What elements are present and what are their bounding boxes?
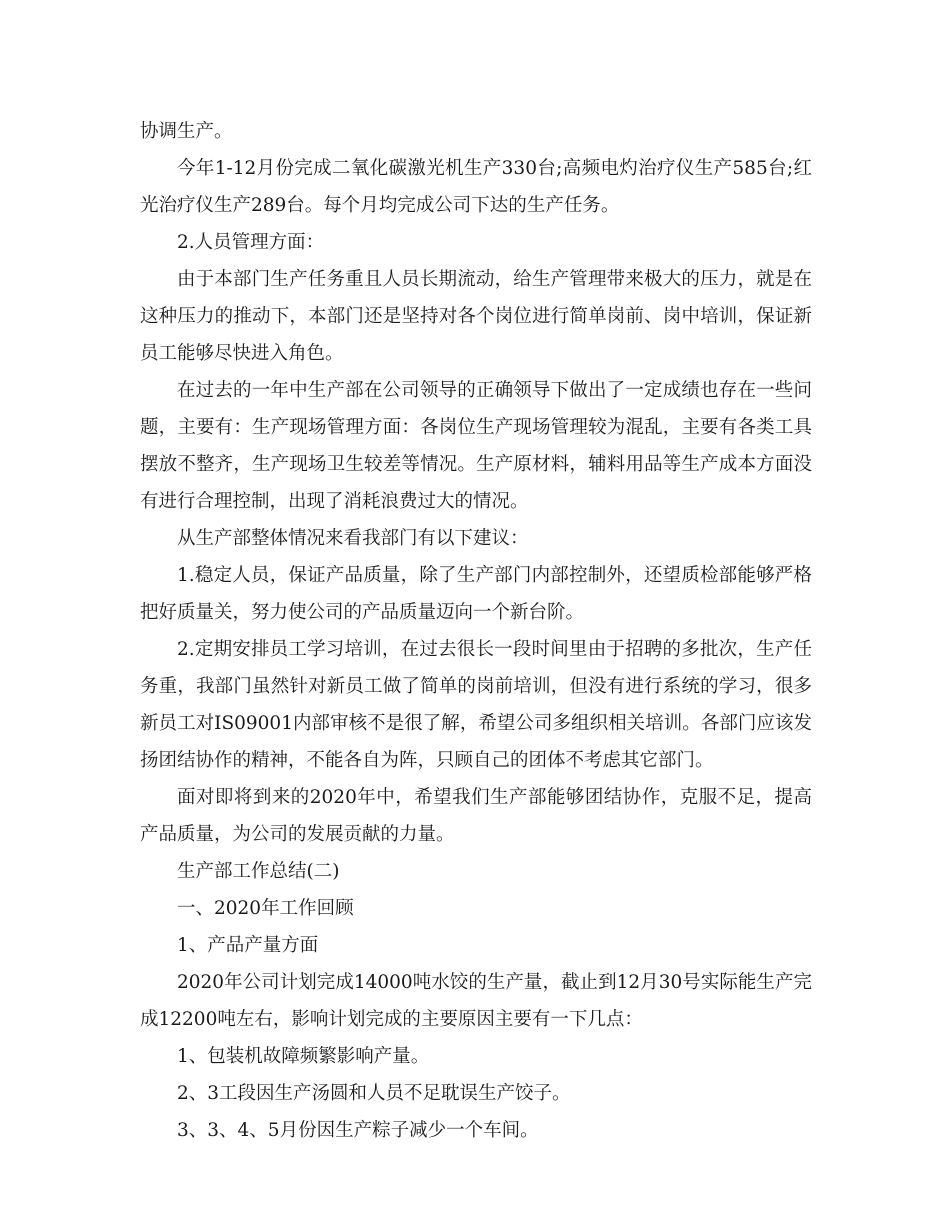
paragraph-production-output: 今年1-12月份完成二氧化碳激光机生产330台;高频电灼治疗仪生产585台;红光治疗仪生产289台。每个月均完成公司下达的生产任务。 bbox=[140, 158, 812, 216]
paragraph-outlook: 面对即将到来的2020年中，希望我们生产部能够团结协作，克服不足，提高产品质量，为公司的发展贡献的力量。 bbox=[140, 787, 812, 845]
paragraph-personnel-training: 由于本部门生产任务重且人员长期流动，给生产管理带来极大的压力，就是在这种压力的推动下，本部门还是坚持对各个岗位进行简单岗前、岗中培训，保证新员工能够尽快进入角色。 bbox=[140, 269, 812, 364]
paragraph-suggestions-intro: 从生产部整体情况来看我部门有以下建议： bbox=[177, 528, 529, 549]
section-title-summary-2: 生产部工作总结(二) bbox=[177, 861, 340, 882]
paragraph-suggestion-2: 2.定期安排员工学习培训，在过去很长一段时间里由于招聘的多批次，生产任务重，我部门虽然针对新员工做了简单的岗前培训，但没有进行系统的学习，很多新员工对IS09001内部审核不是很了解，希望公司多组织相关培训。各部门应该发扬团结协作的精神，不能各自为阵，只顾自己的团体不考虑其它部门。 bbox=[140, 639, 812, 771]
heading-year-review: 一、2020年工作回顾 bbox=[177, 898, 354, 919]
paragraph-output-plan: 2020年公司计划完成14000吨水饺的生产量，截止到12月30号实际能生产完成12200吨左右，影响计划完成的主要原因主要有一下几点： bbox=[140, 972, 812, 1030]
heading-product-output: 1、产品产量方面 bbox=[177, 935, 319, 956]
paragraph-continuation: 协调生产。 bbox=[140, 121, 233, 142]
document-body bbox=[140, 113, 812, 1149]
paragraph-problems: 在过去的一年中生产部在公司领导的正确领导下做出了一定成绩也存在一些问题，主要有：生产现场管理方面：各岗位生产现场管理较为混乱，主要有各类工具摆放不整齐，生产现场卫生较差等情况。生产原材料，辅料用品等生产成本方面没有进行合理控制，出现了消耗浪费过大的情况。 bbox=[140, 380, 812, 512]
list-item-reason-1: 1、包装机故障频繁影响产量。 bbox=[177, 1046, 430, 1067]
paragraph-suggestion-1: 1.稳定人员，保证产品质量，除了生产部门内部控制外，还望质检部能够严格把好质量关，努力使公司的产品质量迈向一个新台阶。 bbox=[140, 565, 812, 623]
list-item-reason-3: 3、3、4、5月份因生产粽子减少一个车间。 bbox=[177, 1120, 539, 1141]
heading-personnel-management: 2.人员管理方面： bbox=[177, 232, 325, 253]
list-item-reason-2: 2、3工段因生产汤圆和人员不足耽误生产饺子。 bbox=[177, 1083, 571, 1104]
